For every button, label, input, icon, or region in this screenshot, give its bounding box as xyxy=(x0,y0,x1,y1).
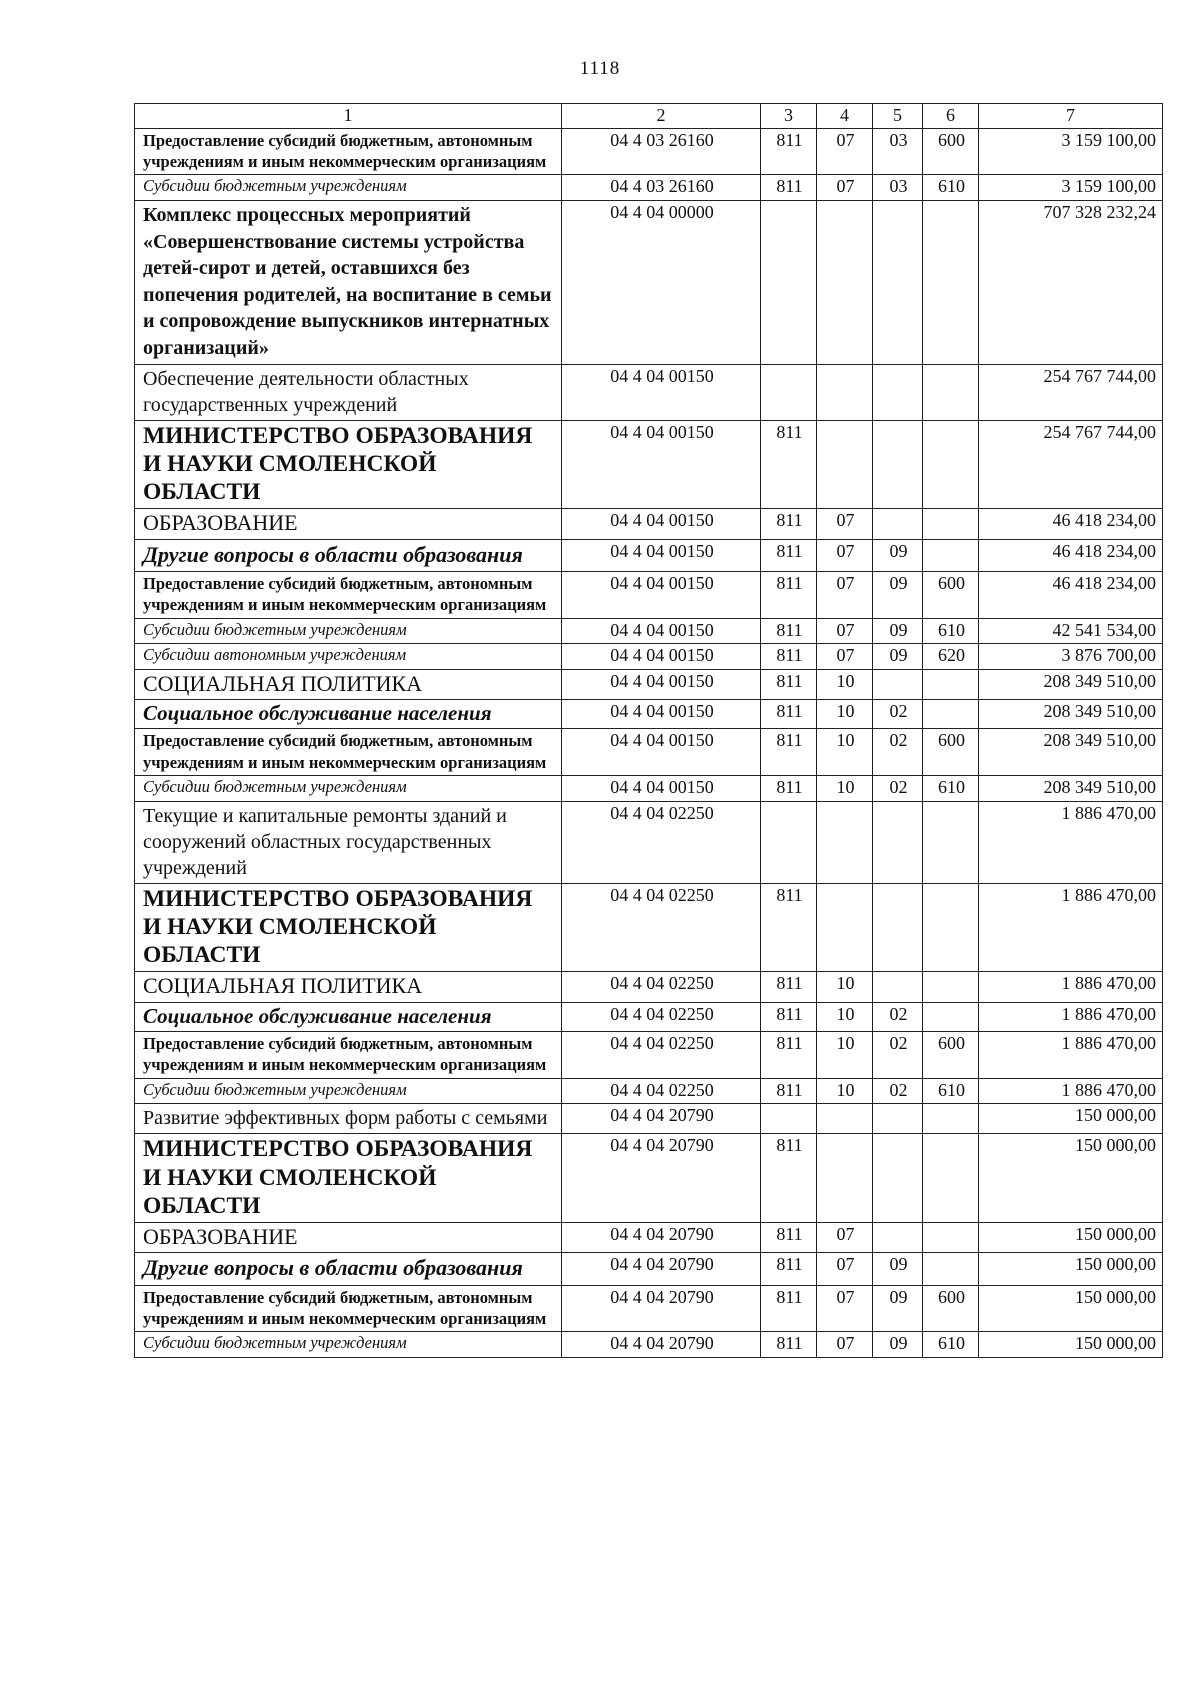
amount-cell: 1 886 470,00 xyxy=(979,1002,1163,1031)
expense-type-code-cell: 610 xyxy=(923,175,979,201)
table-row xyxy=(135,175,1163,201)
item-name-cell: Предоставление субсидий бюджетным, автономным учреждениям и иным некоммерческим организациям xyxy=(135,128,562,175)
amount-cell: 150 000,00 xyxy=(979,1253,1163,1285)
amount-cell: 42 541 534,00 xyxy=(979,618,1163,644)
item-name-cell: Другие вопросы в области образования xyxy=(135,1253,562,1285)
expense-type-code-cell xyxy=(923,1104,979,1134)
column-header: 1 xyxy=(135,104,562,129)
target-article-code-cell: 04 4 04 20790 xyxy=(562,1285,761,1332)
target-article-code-cell: 04 4 04 20790 xyxy=(562,1223,761,1253)
column-header: 7 xyxy=(979,104,1163,129)
target-article-code-cell: 04 4 03 26160 xyxy=(562,175,761,201)
column-header: 5 xyxy=(873,104,923,129)
section-code-cell xyxy=(817,883,873,972)
column-header: 6 xyxy=(923,104,979,129)
amount-cell: 3 159 100,00 xyxy=(979,175,1163,201)
administrator-code-cell: 811 xyxy=(761,128,817,175)
administrator-code-cell: 811 xyxy=(761,1285,817,1332)
item-name-cell: Текущие и капитальные ремонты зданий и сооружений областных государственных учреждений xyxy=(135,801,562,883)
table-row xyxy=(135,571,1163,618)
target-article-code-cell: 04 4 04 00150 xyxy=(562,509,761,539)
table-row xyxy=(135,539,1163,571)
administrator-code-cell xyxy=(761,364,817,420)
table-row xyxy=(135,729,1163,776)
administrator-code-cell: 811 xyxy=(761,1223,817,1253)
expense-type-code-cell xyxy=(923,1002,979,1031)
subsection-code-cell xyxy=(873,669,923,699)
subsection-code-cell: 09 xyxy=(873,644,923,670)
section-code-cell: 10 xyxy=(817,776,873,802)
section-code-cell: 07 xyxy=(817,644,873,670)
administrator-code-cell: 811 xyxy=(761,669,817,699)
administrator-code-cell: 811 xyxy=(761,700,817,729)
subsection-code-cell: 09 xyxy=(873,571,923,618)
administrator-code-cell: 811 xyxy=(761,776,817,802)
table-row xyxy=(135,1332,1163,1358)
expense-type-code-cell: 610 xyxy=(923,1332,979,1358)
item-name-cell: МИНИСТЕРСТВО ОБРАЗОВАНИЯ И НАУКИ СМОЛЕНСКОЙ ОБЛАСТИ xyxy=(135,883,562,972)
administrator-code-cell: 811 xyxy=(761,1031,817,1078)
amount-cell: 150 000,00 xyxy=(979,1332,1163,1358)
section-code-cell: 07 xyxy=(817,1253,873,1285)
administrator-code-cell: 811 xyxy=(761,883,817,972)
section-code-cell: 07 xyxy=(817,618,873,644)
expense-type-code-cell: 620 xyxy=(923,644,979,670)
item-name-cell: Предоставление субсидий бюджетным, автономным учреждениям и иным некоммерческим организациям xyxy=(135,571,562,618)
expense-type-code-cell: 610 xyxy=(923,1078,979,1104)
section-code-cell: 10 xyxy=(817,729,873,776)
administrator-code-cell: 811 xyxy=(761,618,817,644)
section-code-cell xyxy=(817,801,873,883)
administrator-code-cell: 811 xyxy=(761,1253,817,1285)
subsection-code-cell xyxy=(873,1134,923,1223)
administrator-code-cell: 811 xyxy=(761,1078,817,1104)
section-code-cell: 07 xyxy=(817,1285,873,1332)
item-name-cell: Обеспечение деятельности областных государственных учреждений xyxy=(135,364,562,420)
administrator-code-cell xyxy=(761,201,817,365)
table-row xyxy=(135,201,1163,365)
expense-type-code-cell xyxy=(923,883,979,972)
subsection-code-cell: 03 xyxy=(873,128,923,175)
amount-cell: 1 886 470,00 xyxy=(979,1031,1163,1078)
target-article-code-cell: 04 4 04 00150 xyxy=(562,571,761,618)
table-row xyxy=(135,776,1163,802)
section-code-cell: 07 xyxy=(817,175,873,201)
table-row xyxy=(135,1134,1163,1223)
amount-cell: 208 349 510,00 xyxy=(979,729,1163,776)
subsection-code-cell: 09 xyxy=(873,1285,923,1332)
target-article-code-cell: 04 4 04 02250 xyxy=(562,1078,761,1104)
table-row xyxy=(135,1078,1163,1104)
target-article-code-cell: 04 4 04 02250 xyxy=(562,883,761,972)
subsection-code-cell xyxy=(873,201,923,365)
table-row xyxy=(135,669,1163,699)
section-code-cell: 10 xyxy=(817,1031,873,1078)
amount-cell: 707 328 232,24 xyxy=(979,201,1163,365)
expense-type-code-cell xyxy=(923,700,979,729)
table-row xyxy=(135,883,1163,972)
amount-cell: 1 886 470,00 xyxy=(979,883,1163,972)
administrator-code-cell: 811 xyxy=(761,729,817,776)
amount-cell: 3 159 100,00 xyxy=(979,128,1163,175)
expense-type-code-cell: 610 xyxy=(923,776,979,802)
target-article-code-cell: 04 4 04 20790 xyxy=(562,1253,761,1285)
item-name-cell: Субсидии бюджетным учреждениям xyxy=(135,1078,562,1104)
target-article-code-cell: 04 4 04 00150 xyxy=(562,729,761,776)
expense-type-code-cell xyxy=(923,509,979,539)
budget-table-body xyxy=(135,104,1163,1358)
section-code-cell: 07 xyxy=(817,509,873,539)
target-article-code-cell: 04 4 04 00150 xyxy=(562,776,761,802)
expense-type-code-cell: 610 xyxy=(923,618,979,644)
item-name-cell: Субсидии автономным учреждениям xyxy=(135,644,562,670)
table-row xyxy=(135,700,1163,729)
target-article-code-cell: 04 4 04 20790 xyxy=(562,1104,761,1134)
subsection-code-cell: 03 xyxy=(873,175,923,201)
table-row xyxy=(135,1104,1163,1134)
item-name-cell: Социальное обслуживание населения xyxy=(135,1002,562,1031)
target-article-code-cell: 04 4 04 00000 xyxy=(562,201,761,365)
item-name-cell: Социальное обслуживание населения xyxy=(135,700,562,729)
subsection-code-cell: 09 xyxy=(873,1332,923,1358)
expense-type-code-cell xyxy=(923,201,979,365)
table-row xyxy=(135,364,1163,420)
subsection-code-cell: 02 xyxy=(873,776,923,802)
subsection-code-cell: 02 xyxy=(873,1078,923,1104)
subsection-code-cell xyxy=(873,883,923,972)
expense-type-code-cell xyxy=(923,1134,979,1223)
column-header-row xyxy=(135,104,1163,129)
item-name-cell: СОЦИАЛЬНАЯ ПОЛИТИКА xyxy=(135,669,562,699)
expense-type-code-cell xyxy=(923,539,979,571)
target-article-code-cell: 04 4 04 02250 xyxy=(562,1002,761,1031)
section-code-cell: 07 xyxy=(817,539,873,571)
section-code-cell xyxy=(817,420,873,509)
target-article-code-cell: 04 4 04 00150 xyxy=(562,364,761,420)
budget-table xyxy=(134,103,1163,1358)
amount-cell: 208 349 510,00 xyxy=(979,700,1163,729)
expense-type-code-cell: 600 xyxy=(923,128,979,175)
section-code-cell xyxy=(817,1104,873,1134)
subsection-code-cell xyxy=(873,1223,923,1253)
item-name-cell: Другие вопросы в области образования xyxy=(135,539,562,571)
subsection-code-cell xyxy=(873,420,923,509)
expense-type-code-cell: 600 xyxy=(923,1031,979,1078)
target-article-code-cell: 04 4 04 00150 xyxy=(562,644,761,670)
amount-cell: 1 886 470,00 xyxy=(979,972,1163,1002)
subsection-code-cell: 09 xyxy=(873,618,923,644)
expense-type-code-cell: 600 xyxy=(923,1285,979,1332)
administrator-code-cell xyxy=(761,1104,817,1134)
expense-type-code-cell: 600 xyxy=(923,729,979,776)
item-name-cell: МИНИСТЕРСТВО ОБРАЗОВАНИЯ И НАУКИ СМОЛЕНСКОЙ ОБЛАСТИ xyxy=(135,420,562,509)
amount-cell: 150 000,00 xyxy=(979,1223,1163,1253)
amount-cell: 46 418 234,00 xyxy=(979,509,1163,539)
item-name-cell: Комплекс процессных мероприятий «Совершенствование системы устройства детей-сирот и детей, оставшихся без попечения родителей, на воспитание в семьи и сопровождение выпускников интернатных организаций» xyxy=(135,201,562,365)
amount-cell: 150 000,00 xyxy=(979,1285,1163,1332)
amount-cell: 1 886 470,00 xyxy=(979,1078,1163,1104)
amount-cell: 1 886 470,00 xyxy=(979,801,1163,883)
subsection-code-cell xyxy=(873,801,923,883)
section-code-cell xyxy=(817,364,873,420)
amount-cell: 150 000,00 xyxy=(979,1134,1163,1223)
target-article-code-cell: 04 4 04 02250 xyxy=(562,972,761,1002)
table-row xyxy=(135,1031,1163,1078)
item-name-cell: ОБРАЗОВАНИЕ xyxy=(135,1223,562,1253)
amount-cell: 3 876 700,00 xyxy=(979,644,1163,670)
column-header: 3 xyxy=(761,104,817,129)
subsection-code-cell: 02 xyxy=(873,1031,923,1078)
target-article-code-cell: 04 4 04 00150 xyxy=(562,669,761,699)
subsection-code-cell: 02 xyxy=(873,700,923,729)
amount-cell: 46 418 234,00 xyxy=(979,571,1163,618)
column-header: 2 xyxy=(562,104,761,129)
amount-cell: 254 767 744,00 xyxy=(979,364,1163,420)
subsection-code-cell xyxy=(873,509,923,539)
item-name-cell: Субсидии бюджетным учреждениям xyxy=(135,175,562,201)
table-row xyxy=(135,1253,1163,1285)
table-row xyxy=(135,1285,1163,1332)
section-code-cell xyxy=(817,201,873,365)
subsection-code-cell xyxy=(873,972,923,1002)
amount-cell: 254 767 744,00 xyxy=(979,420,1163,509)
administrator-code-cell: 811 xyxy=(761,509,817,539)
amount-cell: 46 418 234,00 xyxy=(979,539,1163,571)
administrator-code-cell: 811 xyxy=(761,972,817,1002)
column-header: 4 xyxy=(817,104,873,129)
expense-type-code-cell xyxy=(923,364,979,420)
subsection-code-cell xyxy=(873,364,923,420)
section-code-cell: 07 xyxy=(817,1332,873,1358)
section-code-cell: 07 xyxy=(817,1223,873,1253)
expense-type-code-cell: 600 xyxy=(923,571,979,618)
administrator-code-cell xyxy=(761,801,817,883)
subsection-code-cell: 09 xyxy=(873,1253,923,1285)
section-code-cell xyxy=(817,1134,873,1223)
expense-type-code-cell xyxy=(923,1253,979,1285)
section-code-cell: 10 xyxy=(817,1002,873,1031)
section-code-cell: 10 xyxy=(817,972,873,1002)
table-row xyxy=(135,128,1163,175)
item-name-cell: Субсидии бюджетным учреждениям xyxy=(135,776,562,802)
item-name-cell: Предоставление субсидий бюджетным, автономным учреждениям и иным некоммерческим организациям xyxy=(135,1031,562,1078)
subsection-code-cell: 09 xyxy=(873,539,923,571)
item-name-cell: МИНИСТЕРСТВО ОБРАЗОВАНИЯ И НАУКИ СМОЛЕНСКОЙ ОБЛАСТИ xyxy=(135,1134,562,1223)
table-row xyxy=(135,420,1163,509)
table-row xyxy=(135,618,1163,644)
target-article-code-cell: 04 4 03 26160 xyxy=(562,128,761,175)
administrator-code-cell: 811 xyxy=(761,420,817,509)
expense-type-code-cell xyxy=(923,1223,979,1253)
target-article-code-cell: 04 4 04 00150 xyxy=(562,539,761,571)
target-article-code-cell: 04 4 04 20790 xyxy=(562,1332,761,1358)
target-article-code-cell: 04 4 04 00150 xyxy=(562,700,761,729)
administrator-code-cell: 811 xyxy=(761,571,817,618)
table-row xyxy=(135,644,1163,670)
amount-cell: 208 349 510,00 xyxy=(979,669,1163,699)
table-row xyxy=(135,1223,1163,1253)
administrator-code-cell: 811 xyxy=(761,175,817,201)
target-article-code-cell: 04 4 04 00150 xyxy=(562,420,761,509)
target-article-code-cell: 04 4 04 02250 xyxy=(562,801,761,883)
item-name-cell: Предоставление субсидий бюджетным, автономным учреждениям и иным некоммерческим организациям xyxy=(135,729,562,776)
item-name-cell: ОБРАЗОВАНИЕ xyxy=(135,509,562,539)
expense-type-code-cell xyxy=(923,801,979,883)
expense-type-code-cell xyxy=(923,669,979,699)
administrator-code-cell: 811 xyxy=(761,1332,817,1358)
target-article-code-cell: 04 4 04 02250 xyxy=(562,1031,761,1078)
section-code-cell: 10 xyxy=(817,669,873,699)
amount-cell: 150 000,00 xyxy=(979,1104,1163,1134)
table-row xyxy=(135,1002,1163,1031)
administrator-code-cell: 811 xyxy=(761,539,817,571)
item-name-cell: СОЦИАЛЬНАЯ ПОЛИТИКА xyxy=(135,972,562,1002)
expense-type-code-cell xyxy=(923,420,979,509)
subsection-code-cell: 02 xyxy=(873,1002,923,1031)
administrator-code-cell: 811 xyxy=(761,1002,817,1031)
section-code-cell: 07 xyxy=(817,571,873,618)
administrator-code-cell: 811 xyxy=(761,644,817,670)
subsection-code-cell: 02 xyxy=(873,729,923,776)
administrator-code-cell: 811 xyxy=(761,1134,817,1223)
table-row xyxy=(135,509,1163,539)
expense-type-code-cell xyxy=(923,972,979,1002)
section-code-cell: 10 xyxy=(817,1078,873,1104)
target-article-code-cell: 04 4 04 20790 xyxy=(562,1134,761,1223)
target-article-code-cell: 04 4 04 00150 xyxy=(562,618,761,644)
page-number: 1118 xyxy=(579,58,621,79)
section-code-cell: 07 xyxy=(817,128,873,175)
section-code-cell: 10 xyxy=(817,700,873,729)
subsection-code-cell xyxy=(873,1104,923,1134)
item-name-cell: Предоставление субсидий бюджетным, автономным учреждениям и иным некоммерческим организациям xyxy=(135,1285,562,1332)
item-name-cell: Субсидии бюджетным учреждениям xyxy=(135,1332,562,1358)
table-row xyxy=(135,972,1163,1002)
item-name-cell: Субсидии бюджетным учреждениям xyxy=(135,618,562,644)
table-row xyxy=(135,801,1163,883)
item-name-cell: Развитие эффективных форм работы с семьями xyxy=(135,1104,562,1134)
amount-cell: 208 349 510,00 xyxy=(979,776,1163,802)
